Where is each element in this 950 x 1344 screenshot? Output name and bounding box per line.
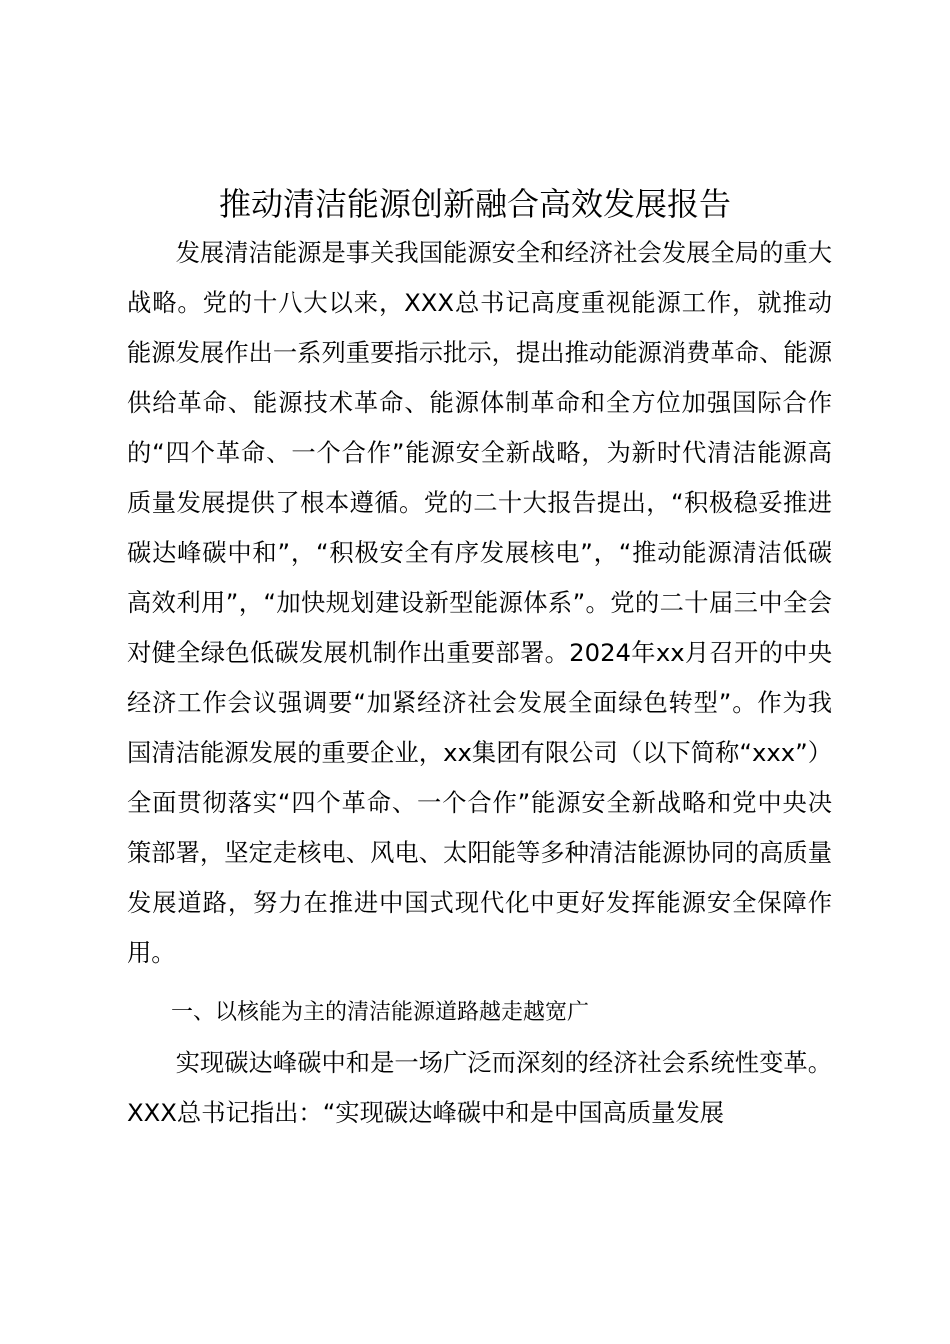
intro-paragraph: 发展清洁能源是事关我国能源安全和经济社会发展全局的重大战略。党的十八大以来，XXX总书记高度重视能源工作，就推动能源发展作出一系列重要指示批示，提出推动能源消费革命、能源供给革命、能源技术革命、能源体制革命和全方位加强国际合作的“四个革命、一个合作”能源安全新战略，为新时代清洁能源高质量发展提供了根本遵循。党的二十大报告提出，“积极稳妥推进碳达峰碳中和”，“积极安全有序发展核电”，“推动能源清洁低碳高效利用”，“加快规划建设新型能源体系”。党的二十届三中全会对健全绿色低碳发展机制作出重要部署。2024年xx月召开的中央经济工作会议强调要“加紧经济社会发展全面绿色转型”。作为我国清洁能源发展的重要企业，xx集团有限公司（以下简称“xxx”）全面贯彻落实“四个革命、一个合作”能源安全新战略和党中央决策部署，坚定走核电、风电、太阳能等多种清洁能源协同的高质量发展道路，努力在推进中国式现代化中更好发挥能源安全保障作用。 <box>127 238 833 967</box>
document-body <box>127 228 832 1138</box>
section-heading: 一、以核能为主的清洁能源道路越走越宽广 <box>171 1000 590 1025</box>
document-title: 推动清洁能源创新融合高效发展报告 <box>218 185 731 223</box>
section-paragraph: 实现碳达峰碳中和是一场广泛而深刻的经济社会系统性变革。XXX总书记指出：“实现碳达峰碳中和是中国高质量发展 <box>127 1048 832 1127</box>
